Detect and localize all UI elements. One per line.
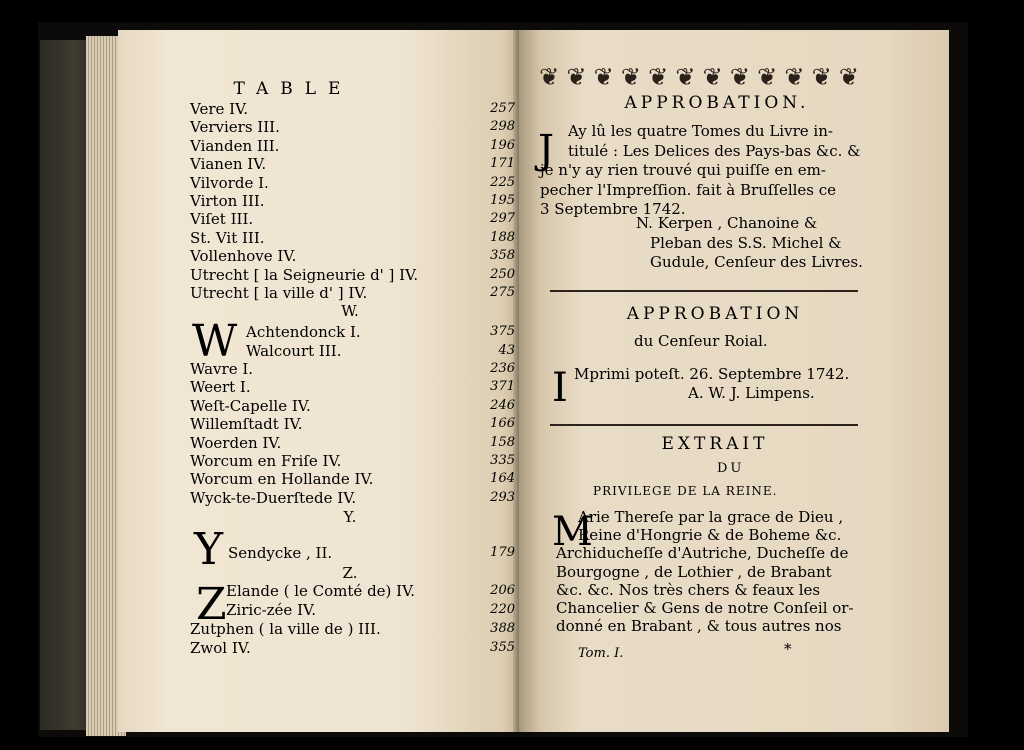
entry-page: 220 [490,601,515,617]
entry-page: 293 [490,489,515,505]
entry-page: 158 [490,434,515,450]
index-entry [190,378,515,396]
entry-page: 195 [490,193,515,208]
approbation-signature-line: N. Kerpen , Chanoine & [636,214,818,232]
entry-name: Zutphen ( la ville de ) III. [190,620,381,638]
approbation-heading: APPROBATION. [624,93,810,113]
entry-name: Verviers III. [190,118,280,137]
entry-name: Willemſtadt IV. [190,415,303,434]
index-entry [226,582,515,600]
privilege-text-line: Arie Thereſe par la grace de Dieu , [578,508,844,526]
entry-name: Vollenhove IV. [190,247,297,266]
section-letter-z: Z. [342,564,358,582]
section-letter-w: W. [341,302,359,320]
approbation-signature-line: Gudule, Cenſeur des Livres. [650,253,863,271]
entry-page: 171 [490,156,515,172]
entry-page: 355 [490,639,515,655]
ornament-glyph: ❦ [539,64,560,90]
entry-name: Utrecht [ la Seigneurie d' ] IV. [190,265,419,284]
ornament-glyph: ❦ [566,64,587,90]
entry-name: Virton III. [190,192,265,210]
index-entry [190,284,515,302]
approbation2-subheading: du Cenſeur Roial. [634,332,768,350]
index-entry [190,155,515,173]
index-entry [190,434,515,452]
index-entry [190,247,515,265]
dropcap-i: I [552,365,568,411]
ornament-glyph: ❦ [757,64,778,90]
entry-name: Ziric-zée IV. [226,600,316,619]
entry-name: Weert I. [190,378,251,397]
approbation2-line: Mprimi poteſt. 26. Septembre 1742. [574,365,850,383]
entry-name: Vianen IV. [190,155,267,174]
entry-name: Worcum en Hollande IV. [190,470,374,489]
index-entry [190,174,515,192]
approbation-text-line: 3 Septembre 1742. [540,200,686,218]
entry-page: 358 [490,248,515,264]
footer-mark: * [784,640,792,658]
privilege-text-line: Chancelier & Gens de notre Conſeil or- [556,599,854,617]
dropcap-j: J [538,127,555,173]
entry-name: Weſt-Capelle IV. [190,396,311,415]
entry-page: 257 [490,101,515,116]
index-entry [190,118,515,136]
entry-page: 275 [490,285,515,300]
index-entry [190,229,515,247]
approbation-text-line: Ay lû les quatre Tomes du Livre in- [568,122,833,140]
entry-name: Wavre I. [190,360,254,378]
privilege-text-line: Archiducheſſe d'Autriche, Ducheſſe de [556,544,849,563]
privilege-text-line: Bourgogne , de Lothier , de Brabant [556,562,832,581]
ornament-glyph: ❦ [729,64,750,90]
index-entry [226,601,515,619]
privilege-text-line: Reine d'Hongrie & de Boheme &c. [578,526,842,545]
entry-page: 297 [490,211,515,227]
entry-page: 206 [490,583,515,598]
entry-name: Wyck-te-Duerſtede IV. [190,488,357,507]
approbation-text-line: titulé : Les Delices des Pays-bas &c. & [568,141,861,160]
entry-page: 371 [490,379,515,395]
privilege-heading: PRIVILEGE DE LA REINE. [593,484,778,498]
entry-name: Woerden IV. [190,433,282,452]
index-entry [190,415,515,433]
index-entry [190,639,515,657]
extrait-du: DU [717,461,745,476]
dropcap-w: W [192,316,238,367]
entry-name: Vere IV. [190,100,249,118]
index-entry [190,397,515,415]
entry-page: 179 [490,545,515,560]
index-entry [246,342,515,360]
dropcap-z: Z [196,579,227,630]
entry-page: 164 [490,471,515,487]
approbation-text-line: pecher l'Impreſſion. fait à Bruſſelles ce [540,180,837,199]
index-entry [190,100,515,118]
entry-name: Elande ( le Comté de) IV. [226,582,416,600]
ornament-glyph: ❦ [675,64,696,90]
entry-page: 166 [490,416,515,432]
index-entry [190,192,515,210]
privilege-text-line: donné en Brabant , & tous autres nos [556,617,842,636]
approbation2-signature: A. W. J. Limpens. [688,384,815,402]
index-entry [190,266,515,284]
footer-tome: Tom. I. [578,646,624,661]
entry-page: 250 [490,266,515,282]
entry-name: Utrecht [ la ville d' ] IV. [190,284,368,302]
entry-page: 196 [490,137,515,153]
ornament-glyph: ❦ [648,64,669,90]
entry-name: Zwol IV. [190,638,251,657]
extrait-heading: EXTRAIT [661,434,769,454]
ornament-glyph: ❦ [784,64,805,90]
ornament-glyph: ❦ [620,64,641,90]
entry-name: Viſet III. [190,210,254,229]
index-entry [190,489,515,507]
index-entry [190,452,515,470]
entry-page: 298 [490,119,515,135]
entry-page: 225 [490,174,515,190]
ornament-glyph: ❦ [838,64,859,90]
dropcap-y: Y [194,524,224,575]
privilege-text-line: &c. &c. Nos très chers & feaux les [556,580,821,599]
entry-name: Walcourt III. [246,341,342,360]
ornament-glyph: ❦ [811,64,832,90]
entry-page: 375 [490,324,515,339]
index-entry-y [228,544,515,562]
approbation2-heading: APPROBATION [626,304,804,324]
entry-name: Sendycke , II. [228,544,333,562]
entry-page: 246 [490,397,515,413]
section-letter-y: Y. [343,508,357,526]
ornament-border [536,64,862,90]
entry-page: 335 [490,453,515,468]
entry-page: 43 [498,342,515,358]
entry-page: 188 [490,229,515,245]
ornament-glyph: ❦ [593,64,614,90]
index-entry [190,470,515,488]
entry-name: Achtendonck I. [246,323,361,341]
entry-page: 388 [490,621,515,636]
entry-name: Worcum en Friſe IV. [190,452,342,470]
index-entry [190,620,515,638]
approbation-signature-line: Pleban des S.S. Michel & [650,233,842,252]
entry-name: Vianden III. [190,136,280,155]
entry-page: 236 [490,361,515,376]
index-entry [246,323,515,341]
approbation-text-line: je n'y ay rien trouvé qui puiſſe en em- [540,161,826,179]
entry-name: Vilvorde I. [190,173,269,192]
separator-rule-2 [550,424,858,426]
table-title: TABLE [233,79,353,99]
entry-name: St. Vit III. [190,228,265,247]
dropcap-m: M [552,509,593,555]
index-entry [190,137,515,155]
separator-rule [550,290,858,292]
ornament-glyph: ❦ [702,64,723,90]
index-entry [190,210,515,228]
index-entry [190,360,515,378]
